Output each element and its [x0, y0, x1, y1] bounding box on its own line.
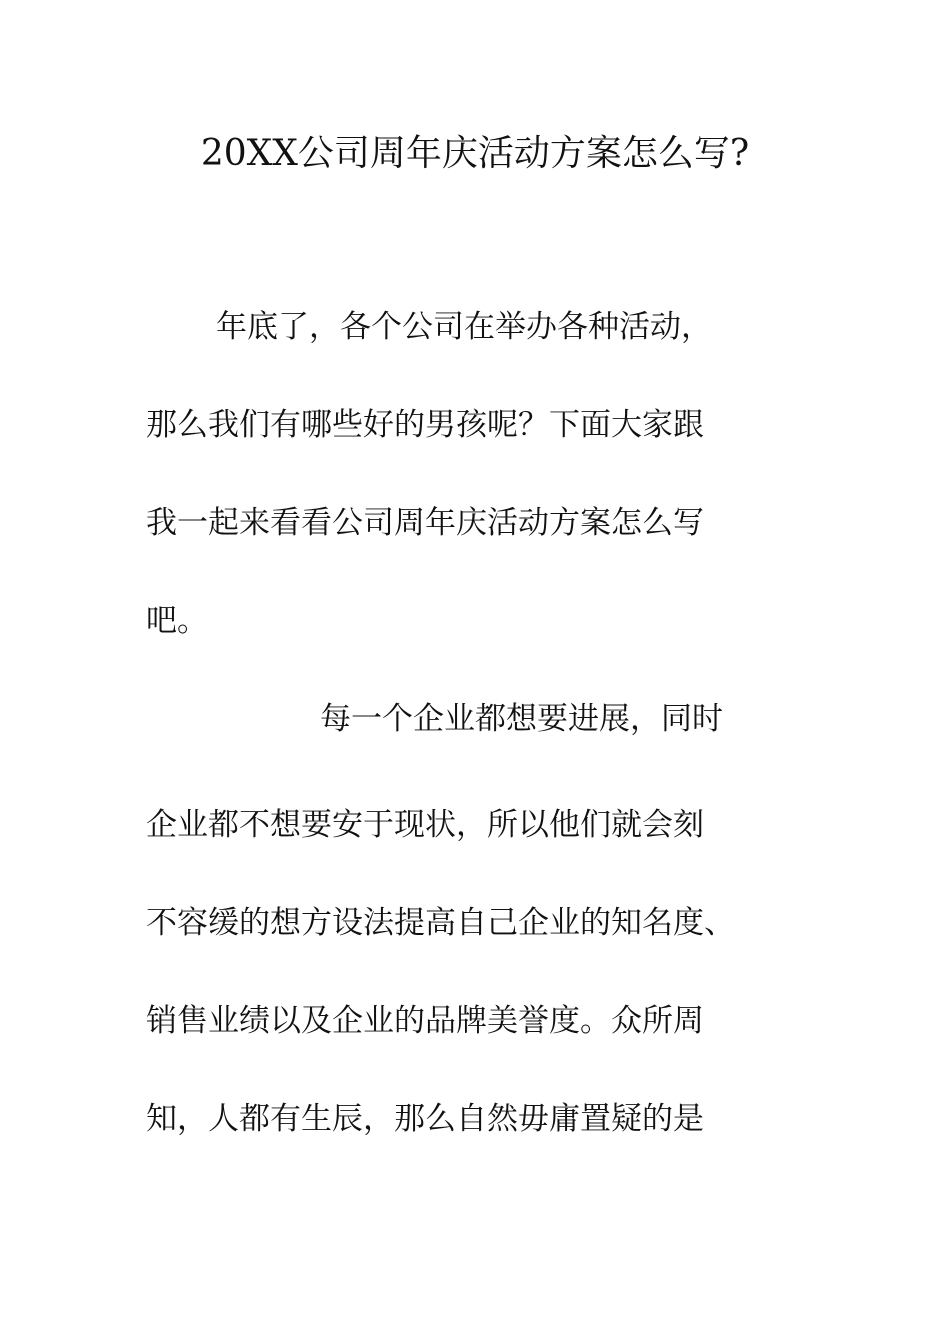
document-title: 20XX公司周年庆活动方案怎么写?: [200, 133, 750, 174]
paragraph-2-line-2: 企业都不想要安于现状，所以他们就会刻: [146, 807, 704, 843]
paragraph-1-line-1: 年底了，各个公司在举办各种活动，: [216, 309, 712, 345]
paragraph-1-line-4: 吧。: [146, 603, 208, 639]
paragraph-2-line-5: 知，人都有生辰，那么自然毋庸置疑的是: [146, 1101, 704, 1137]
paragraph-1-line-3: 我一起来看看公司周年庆活动方案怎么写: [146, 505, 704, 541]
paragraph-2-line-1: 每一个企业都想要进展，同时: [320, 701, 723, 737]
paragraph-2-line-3: 不容缓的想方设法提高自己企业的知名度、: [146, 905, 735, 941]
paragraph-1-line-2: 那么我们有哪些好的男孩呢？下面大家跟: [146, 407, 704, 443]
paragraph-2-line-4: 销售业绩以及企业的品牌美誉度。众所周: [146, 1003, 704, 1039]
